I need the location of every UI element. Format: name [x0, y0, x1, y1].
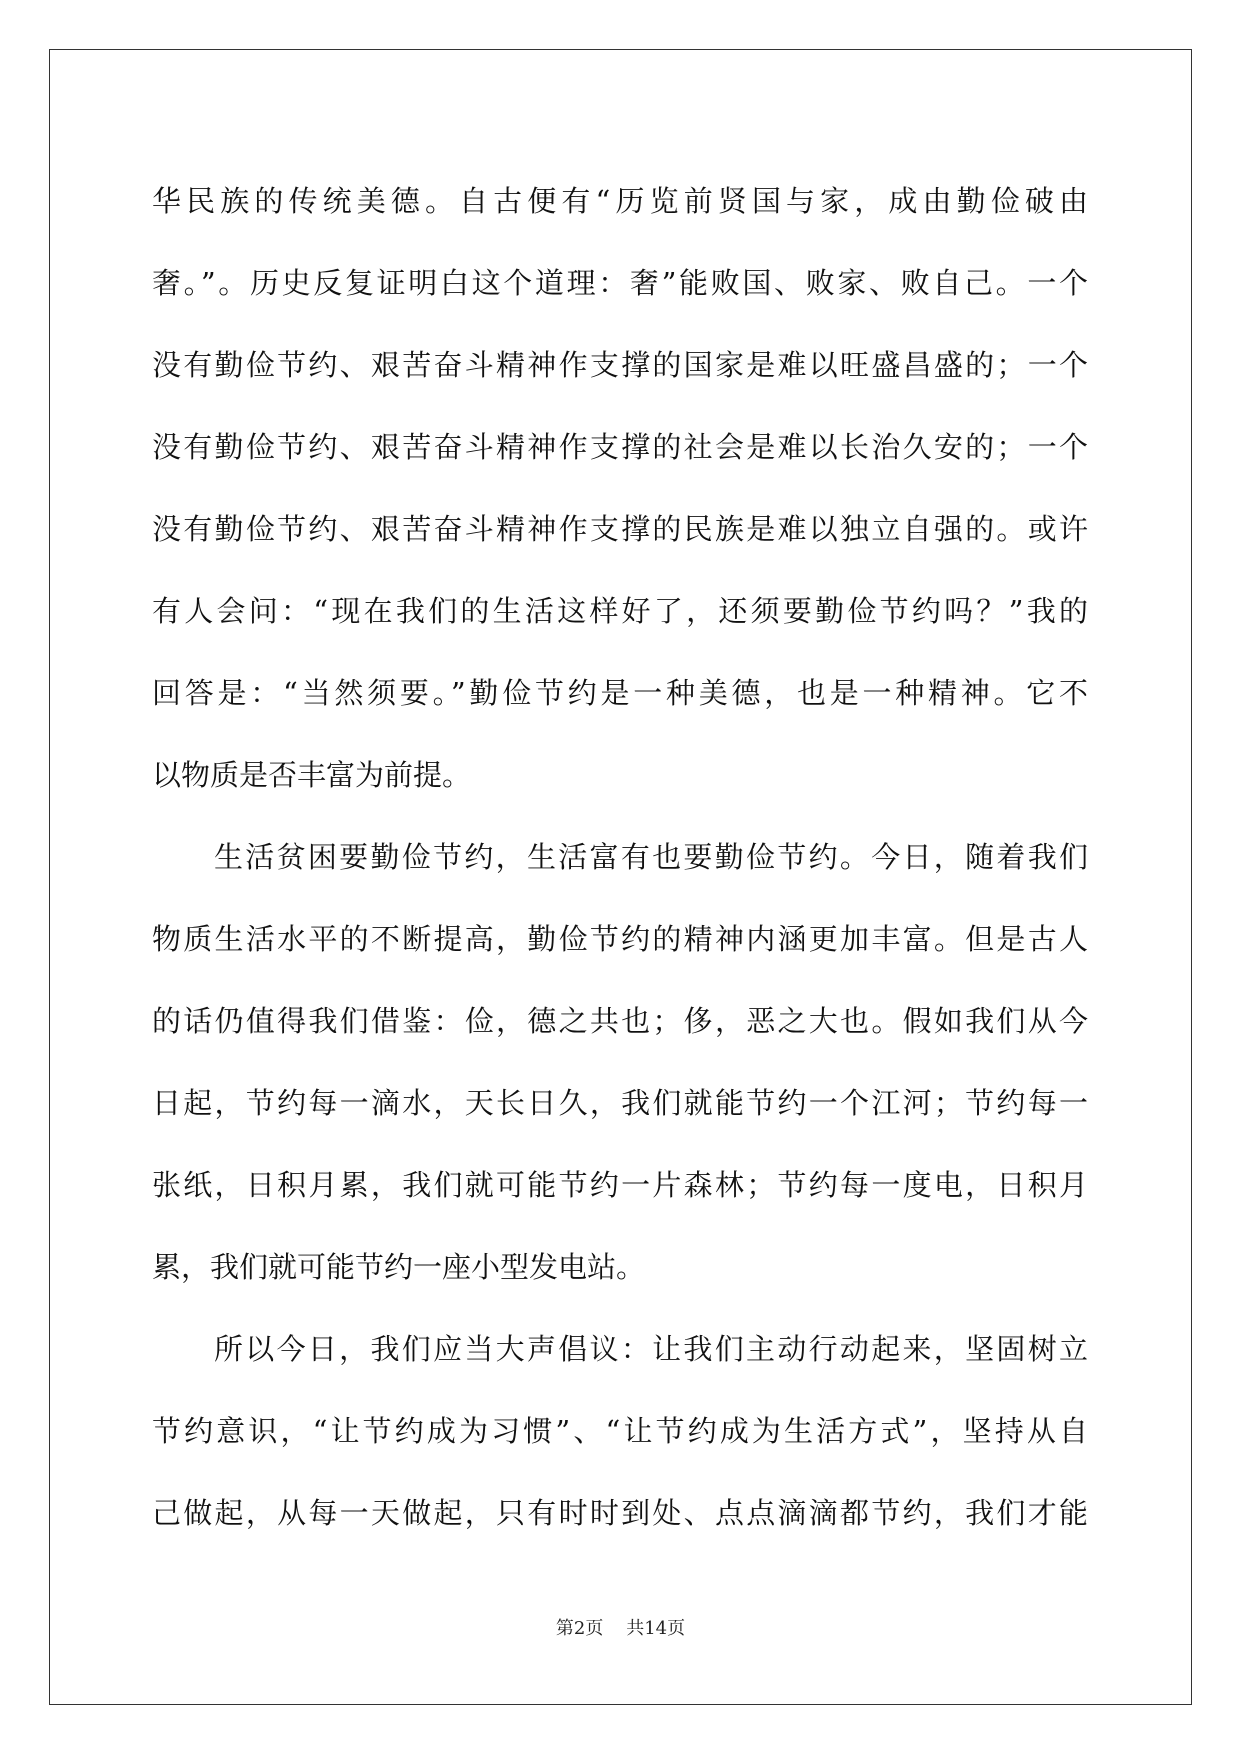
text-line: 华民族的传统美德。自古便有“历览前贤国与家，成由勤俭破由 — [152, 184, 1088, 218]
text-line: 物质生活水平的不断提高，勤俭节约的精神内涵更加丰富。但是古人 — [152, 922, 1088, 956]
text-line: 所以今日，我们应当大声倡议：让我们主动行动起来，坚固树立 — [214, 1332, 1088, 1366]
text-line: 没有勤俭节约、艰苦奋斗精神作支撑的社会是难以长治久安的；一个 — [152, 430, 1088, 464]
text-line: 有人会问：“现在我们的生活这样好了，还须要勤俭节约吗？”我的 — [152, 594, 1088, 628]
text-line: 没有勤俭节约、艰苦奋斗精神作支撑的国家是难以旺盛昌盛的；一个 — [152, 348, 1088, 382]
page-total: 共14页 — [626, 1618, 686, 1639]
text-line: 的话仍值得我们借鉴：俭，德之共也；侈，恶之大也。假如我们从今 — [152, 1004, 1088, 1038]
text-line: 己做起，从每一天做起，只有时时到处、点点滴滴都节约，我们才能 — [152, 1496, 1088, 1530]
text-line: 生活贫困要勤俭节约，生活富有也要勤俭节约。今日，随着我们 — [214, 840, 1088, 874]
text-line: 节约意识，“让节约成为习惯”、“让节约成为生活方式”，坚持从自 — [152, 1414, 1088, 1448]
text-line: 没有勤俭节约、艰苦奋斗精神作支撑的民族是难以独立自强的。或许 — [152, 512, 1088, 546]
page-footer — [0, 1614, 1241, 1640]
page-number: 第2页 — [555, 1618, 604, 1639]
text-line: 日起，节约每一滴水，天长日久，我们就能节约一个江河；节约每一 — [152, 1086, 1088, 1120]
text-line: 回答是：“当然须要。”勤俭节约是一种美德，也是一种精神。它不 — [152, 676, 1088, 710]
text-line: 以物质是否丰富为前提。 — [152, 758, 472, 792]
document-body — [152, 160, 1088, 1554]
text-line: 张纸，日积月累，我们就可能节约一片森林；节约每一度电，日积月 — [152, 1168, 1088, 1202]
text-line: 累，我们就可能节约一座小型发电站。 — [152, 1250, 646, 1284]
text-line: 奢。”。历史反复证明白这个道理：奢”能败国、败家、败自己。一个 — [152, 266, 1088, 300]
